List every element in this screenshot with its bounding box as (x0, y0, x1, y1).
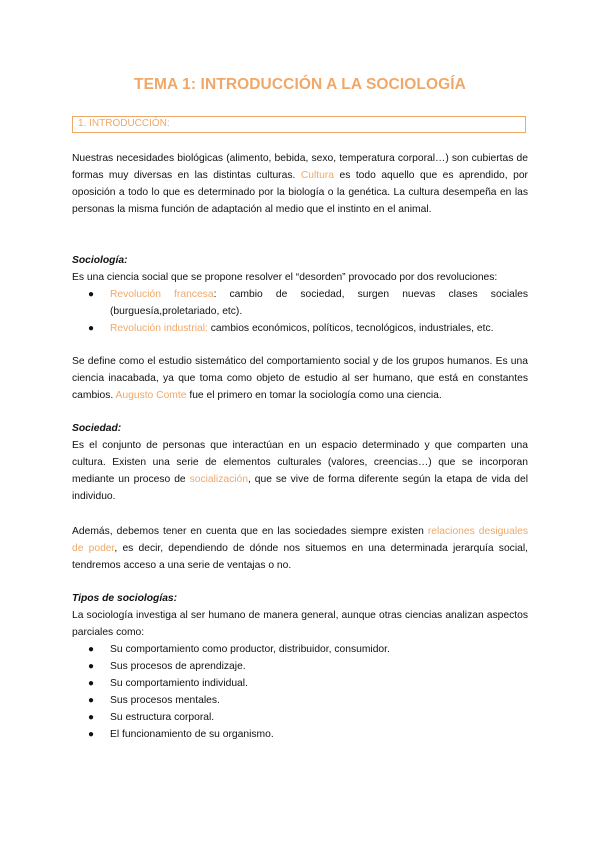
list-item-text: : cambio de sociedad, surgen nuevas clases sociales (burguesía,proletariado, etc). (110, 289, 529, 317)
page-title: TEMA 1: INTRODUCCIÓN A LA SOCIOLOGÍA (134, 76, 466, 93)
tipos-heading: Tipos de sociologías: (72, 593, 178, 604)
highlight-revolucion-francesa: Revolución francesa (110, 289, 214, 300)
highlight-cultura: Cultura (300, 170, 335, 181)
intro-text-cont: es todo aquello que es aprendido, por oposición a todo lo que es determinado por la biología o la genética. La cultura desempeña en las personas la misma función de adaptación al medio que el instinto en el animal. (72, 170, 528, 215)
sociedad-paragraph-2 (72, 523, 528, 574)
sociedad-text: Es el conjunto de personas que interactúan en un espacio determinado y que comparten una cultura. Existen una serie de elementos culturales (valores, creencias…) que se incorporan mediante un proceso de (72, 440, 528, 485)
list-item (72, 286, 528, 320)
sociologia-lead: Es una ciencia social que se propone resolver el “desorden” provocado por dos revoluciones: (72, 272, 498, 283)
highlight-revolucion-industrial: Revolución industrial: (110, 323, 208, 334)
revoluciones-list (72, 286, 528, 337)
sociologia-definition (72, 353, 528, 404)
list-item (72, 726, 528, 743)
list-item-text: Su comportamiento individual. (110, 678, 248, 689)
intro-text: Nuestras necesidades biológicas (alimento, bebida, sexo, temperatura corporal…) son cubiertas de formas muy diversas en las distintas culturas. (72, 153, 528, 181)
section-heading-box (72, 116, 526, 133)
definition-text: Se define como el estudio sistemático del comportamiento social y de los grupos humanos. Es una ciencia inacabada, ya que toma como objeto de estudio al ser humano, que está en constantes cambios. (72, 356, 528, 401)
sociedad-section (72, 420, 528, 505)
poder-text: Además, debemos tener en cuenta que en las sociedades siempre existen (72, 526, 428, 537)
list-item (72, 658, 528, 675)
tipos-section (72, 590, 528, 743)
list-item (72, 709, 528, 726)
list-item-text: El funcionamiento de su organismo. (110, 729, 274, 740)
list-item-text: cambios económicos, políticos, tecnológicos, industriales, etc. (207, 323, 494, 334)
bullet-icon: ● (88, 661, 95, 672)
list-item-text: Sus procesos de aprendizaje. (110, 661, 246, 672)
highlight-socializacion: socialización (189, 474, 248, 485)
bullet-icon: ● (88, 695, 95, 706)
section-heading: 1. INTRODUCCIÓN: (78, 118, 170, 129)
tipos-lead: La sociología investiga al ser humano de manera general, aunque otras ciencias analizan aspectos parciales como: (72, 610, 528, 638)
list-item-text: Su comportamiento como productor, distribuidor, consumidor. (110, 644, 390, 655)
list-item-text: Sus procesos mentales. (110, 695, 220, 706)
bullet-icon: ● (88, 289, 95, 300)
tipos-list (72, 641, 528, 743)
list-item (72, 320, 528, 337)
sociologia-section (72, 252, 528, 337)
definition-text-cont: fue el primero en tomar la sociología como una ciencia. (186, 390, 442, 401)
highlight-relaciones-poder: relaciones desiguales de poder (72, 526, 528, 554)
list-item (72, 641, 528, 658)
bullet-icon: ● (88, 678, 95, 689)
sociedad-heading: Sociedad: (72, 423, 122, 434)
list-item (72, 675, 528, 692)
intro-paragraph (72, 150, 528, 218)
list-item (72, 692, 528, 709)
sociedad-paragraph-1 (72, 437, 528, 505)
sociedad-text-cont: , que se vive de forma diferente según la etapa de vida del individuo. (72, 474, 528, 502)
highlight-augusto-comte: Augusto Comte (115, 390, 187, 401)
sociologia-heading: Sociología: (72, 255, 128, 266)
bullet-icon: ● (88, 712, 95, 723)
poder-text-cont: , es decir, dependiendo de dónde nos situemos en una determinada jerarquía social, tendremos acceso a una serie de ventajas o no. (72, 543, 528, 571)
list-item-text: Su estructura corporal. (110, 712, 215, 723)
bullet-icon: ● (88, 644, 95, 655)
bullet-icon: ● (88, 729, 95, 740)
bullet-icon: ● (88, 323, 95, 334)
